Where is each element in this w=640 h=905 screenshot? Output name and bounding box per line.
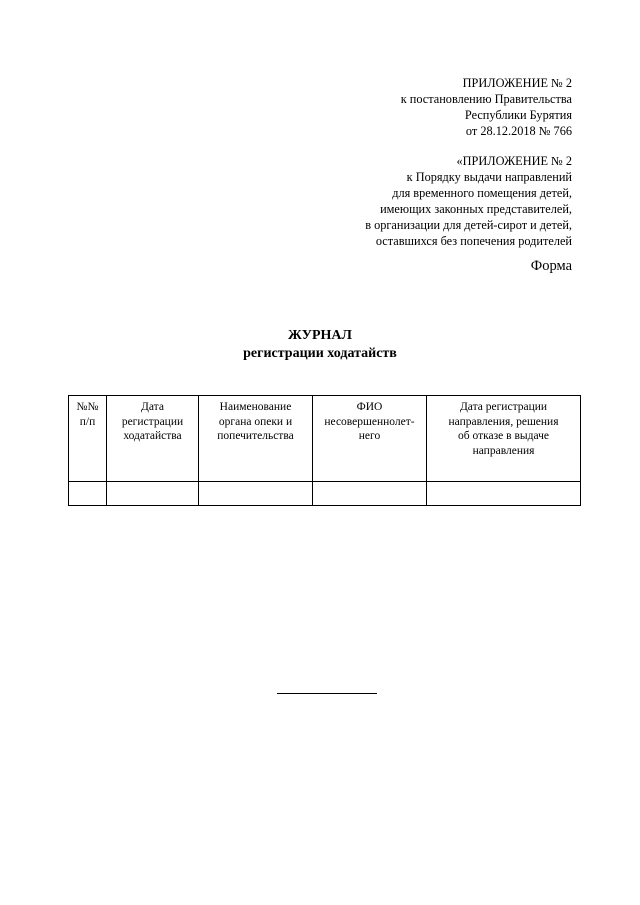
table-cell: [427, 482, 581, 506]
table-cell: [199, 482, 313, 506]
appendix-line: ПРИЛОЖЕНИЕ № 2: [462, 76, 572, 90]
header-minor-name: ФИО несовершеннолет- него: [313, 396, 427, 482]
table-cell: [69, 482, 107, 506]
appendix-line: от 28.12.2018 № 766: [465, 124, 572, 138]
table-cell: [107, 482, 199, 506]
header-petition-date: Дата регистрации ходатайства: [107, 396, 199, 482]
order-appendix-line: имеющих законных представителей,: [380, 202, 572, 216]
document-title: [0, 327, 640, 363]
closing-divider: [277, 693, 377, 694]
title-sub: регистрации ходатайств: [243, 346, 397, 361]
table-header-row: [69, 396, 581, 482]
journal-table: [68, 395, 581, 506]
appendix-line: к постановлению Правительства: [400, 92, 572, 106]
appendix-reference: [401, 75, 572, 139]
order-appendix-reference: [365, 153, 572, 249]
form-label: Форма: [530, 258, 572, 274]
order-appendix-line: для временного помещения детей,: [392, 186, 572, 200]
order-appendix-line: в организации для детей-сирот и детей,: [365, 218, 572, 232]
title-main: ЖУРНАЛ: [288, 328, 352, 343]
order-appendix-line: оставшихся без попечения родителей: [375, 234, 572, 248]
table-row: [69, 482, 581, 506]
appendix-line: Республики Бурятия: [464, 108, 572, 122]
header-referral-date: Дата регистрации направления, решения об отказе в выдаче направления: [427, 396, 581, 482]
header-guardianship-authority: Наименование органа опеки и попечительства: [199, 396, 313, 482]
order-appendix-line: «ПРИЛОЖЕНИЕ № 2: [456, 154, 572, 168]
table-cell: [313, 482, 427, 506]
order-appendix-line: к Порядку выдачи направлений: [406, 170, 572, 184]
header-number: №№ п/п: [69, 396, 107, 482]
